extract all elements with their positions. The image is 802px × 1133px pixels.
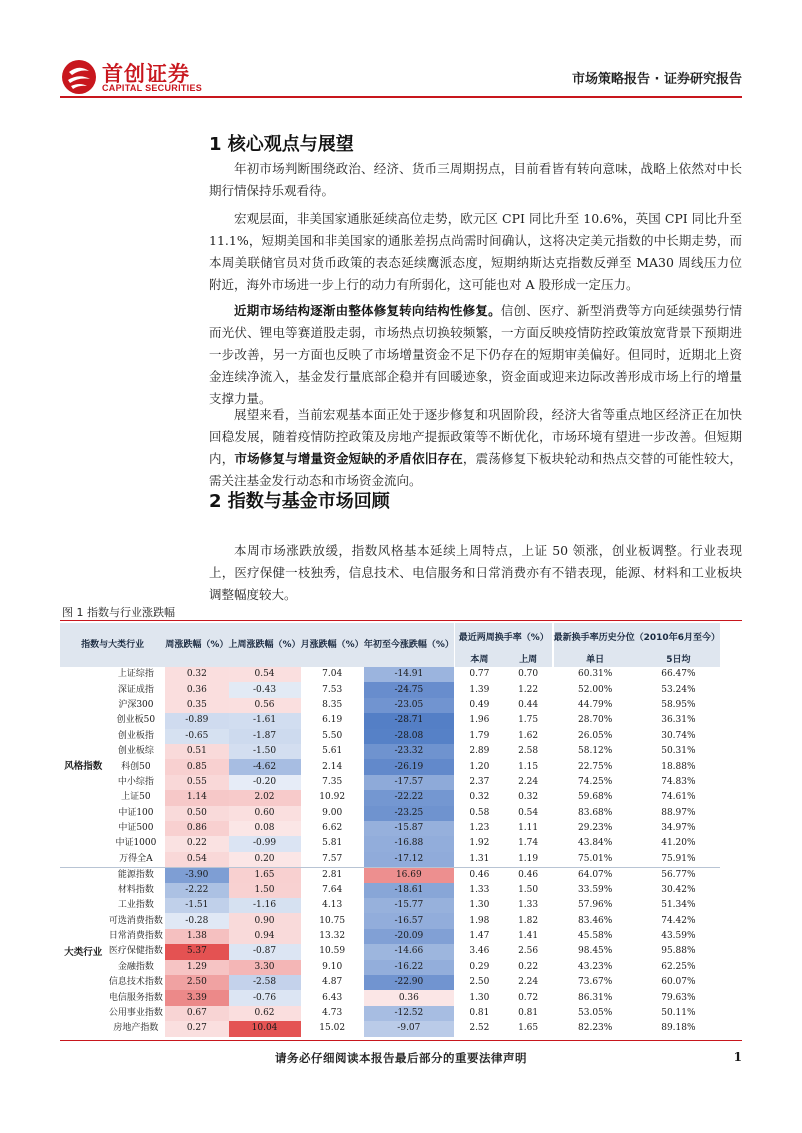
logo-chinese-name: 首创证券 <box>102 62 190 86</box>
index-name-cell: 信息技术指数 <box>107 975 166 990</box>
index-name-cell: 中证500 <box>107 821 166 836</box>
week-change-cell: 5.37 <box>165 944 228 959</box>
week-change-cell: 1.29 <box>165 960 228 975</box>
table-row <box>60 975 720 990</box>
month-change-cell: 6.19 <box>322 715 343 726</box>
turnover-last-week-cell: 1.33 <box>518 900 539 911</box>
percentile-single-day-cell: 28.70% <box>578 715 613 726</box>
turnover-this-week-cell: 3.46 <box>469 946 490 957</box>
turnover-this-week-cell: 0.77 <box>469 669 490 680</box>
percentile-5day-avg-cell: 75.91% <box>661 853 696 864</box>
last-week-change-cell: 0.54 <box>229 667 301 682</box>
percentile-single-day-cell: 82.23% <box>578 1023 613 1034</box>
turnover-last-week-cell: 1.74 <box>518 838 539 849</box>
index-name-cell: 中证100 <box>107 806 166 821</box>
percentile-single-day-cell: 43.23% <box>578 961 613 972</box>
month-change-cell: 9.00 <box>322 807 343 818</box>
turnover-last-week-cell: 1.75 <box>518 715 539 726</box>
table-row <box>60 759 720 774</box>
last-week-change-cell: 1.50 <box>229 883 301 898</box>
turnover-this-week-cell: 1.98 <box>469 915 490 926</box>
month-change-cell: 8.35 <box>322 699 343 710</box>
percentile-single-day-cell: 60.31% <box>578 669 613 680</box>
turnover-last-week-cell: 0.54 <box>518 807 539 818</box>
month-change-cell: 10.59 <box>319 946 346 957</box>
header-week-change: 周涨跌幅（%） <box>165 623 228 667</box>
turnover-last-week-cell: 0.70 <box>518 669 539 680</box>
table-row <box>60 929 720 944</box>
table-row <box>60 790 720 805</box>
percentile-5day-avg-cell: 74.83% <box>661 776 696 787</box>
table-row <box>60 775 720 790</box>
percentile-5day-avg-cell: 79.63% <box>661 992 696 1003</box>
section-1-paragraph-3 <box>209 300 742 410</box>
turnover-this-week-cell: 0.29 <box>469 961 490 972</box>
index-name-cell: 金融指数 <box>107 960 166 975</box>
turnover-last-week-cell: 0.81 <box>518 1008 539 1018</box>
percentile-single-day-cell: 29.23% <box>578 823 613 834</box>
last-week-change-cell: 2.02 <box>229 790 301 805</box>
table-row <box>60 883 720 898</box>
table-row <box>60 852 720 868</box>
percentile-5day-avg-cell: 62.25% <box>661 961 696 972</box>
percentile-5day-avg-cell: 41.20% <box>661 838 696 849</box>
ytd-change-cell: -22.90 <box>364 975 454 990</box>
table-row <box>60 744 720 759</box>
index-name-cell: 房地产指数 <box>107 1021 166 1036</box>
turnover-this-week-cell: 1.23 <box>469 823 490 834</box>
week-change-cell: 0.54 <box>165 852 228 868</box>
turnover-this-week-cell: 0.81 <box>469 1008 490 1018</box>
week-change-cell: -2.22 <box>165 883 228 898</box>
percentile-single-day-cell: 86.31% <box>578 992 613 1003</box>
turnover-last-week-cell: 1.11 <box>518 823 539 834</box>
percentile-5day-avg-cell: 50.11% <box>661 1008 696 1018</box>
index-name-cell: 可选消费指数 <box>107 913 166 928</box>
percentile-single-day-cell: 45.58% <box>578 931 613 942</box>
index-name-cell: 上证50 <box>107 790 166 805</box>
table-row <box>60 913 720 928</box>
month-change-cell: 5.50 <box>322 730 343 741</box>
percentile-5day-avg-cell: 95.88% <box>661 946 696 957</box>
last-week-change-cell: 0.94 <box>229 929 301 944</box>
figure-divider <box>60 620 742 621</box>
section-2-paragraph-1: 本周市场涨跌放缓，指数风格基本延续上周特点，上证 50 领涨，创业板调整。行业表现上，医疗保健一枝独秀，信息技术、电信服务和日常消费亦有不错表现，能源、材料和工业板块调整幅度较大。 <box>209 543 742 602</box>
month-change-cell: 5.61 <box>322 746 343 757</box>
percentile-single-day-cell: 43.84% <box>578 838 613 849</box>
ytd-change-cell: -24.75 <box>364 682 454 697</box>
week-change-cell: 0.50 <box>165 806 228 821</box>
section-1-title: 1 核心观点与展望 <box>209 134 354 155</box>
percentile-5day-avg-cell: 56.77% <box>637 867 720 883</box>
page-header <box>60 56 742 96</box>
month-change-cell: 2.14 <box>322 761 343 772</box>
ytd-change-cell: 16.69 <box>364 867 454 883</box>
last-week-change-cell: -4.62 <box>229 759 301 774</box>
ytd-change-cell: -16.88 <box>364 836 454 851</box>
table-row <box>60 729 720 744</box>
percentile-single-day-cell: 59.68% <box>578 792 613 803</box>
group-label: 大类行业 <box>60 867 107 1036</box>
table-row <box>60 1006 720 1021</box>
turnover-last-week-cell: 1.22 <box>518 684 539 695</box>
ytd-change-cell: -15.77 <box>364 898 454 913</box>
turnover-last-week-cell: 0.72 <box>518 992 539 1003</box>
last-week-change-cell: 0.08 <box>229 821 301 836</box>
percentile-5day-avg-cell: 51.34% <box>661 900 696 911</box>
month-change-cell: 4.13 <box>322 900 343 911</box>
turnover-last-week-cell: 0.44 <box>518 699 539 710</box>
table-row <box>60 713 720 728</box>
turnover-this-week-cell: 1.79 <box>469 730 490 741</box>
ytd-change-cell: -15.87 <box>364 821 454 836</box>
percentile-single-day-cell: 22.75% <box>578 761 613 772</box>
last-week-change-cell: -2.58 <box>229 975 301 990</box>
paragraph-4-tail: ，震荡修复下板块轮动和热点交替的可能性较大，需关注基金发行动态和市场资金流向。 <box>209 451 742 488</box>
percentile-single-day-cell: 75.01% <box>578 853 613 864</box>
turnover-last-week-cell: 2.24 <box>518 977 539 988</box>
turnover-last-week-cell: 2.24 <box>518 776 539 787</box>
index-name-cell: 上证综指 <box>107 667 166 682</box>
ytd-change-cell: -23.25 <box>364 806 454 821</box>
percentile-5day-avg-cell: 50.31% <box>661 746 696 757</box>
legal-notice: 请务必仔细阅读本报告最后部分的重要法律声明 <box>275 1051 527 1065</box>
month-change-cell: 10.75 <box>319 915 346 926</box>
table-row <box>60 944 720 959</box>
table-row <box>60 867 720 883</box>
last-week-change-cell: -0.99 <box>229 836 301 851</box>
turnover-last-week-cell: 1.41 <box>518 931 539 942</box>
index-name-cell: 材料指数 <box>107 883 166 898</box>
turnover-this-week-cell: 1.20 <box>469 761 490 772</box>
turnover-last-week-cell: 1.15 <box>518 761 539 772</box>
header-turnover: 最近两周换手率（%） <box>455 623 552 653</box>
capital-securities-logo-icon <box>60 58 98 96</box>
table-row <box>60 682 720 697</box>
month-change-cell: 5.81 <box>322 838 343 849</box>
last-week-change-cell: -0.76 <box>229 990 301 1005</box>
week-change-cell: 1.14 <box>165 790 228 805</box>
percentile-single-day-cell: 26.05% <box>578 730 613 741</box>
index-name-cell: 电信服务指数 <box>107 990 166 1005</box>
week-change-cell: 0.85 <box>165 759 228 774</box>
percentile-single-day-cell: 57.96% <box>578 900 613 911</box>
index-name-cell: 日常消费指数 <box>107 929 166 944</box>
turnover-this-week-cell: 2.52 <box>469 1023 490 1034</box>
turnover-this-week-cell: 1.30 <box>469 992 490 1003</box>
week-change-cell: -1.51 <box>165 898 228 913</box>
report-type: 市场策略报告 · 证券研究报告 <box>572 72 742 87</box>
month-change-cell: 6.43 <box>322 992 343 1003</box>
table-row <box>60 821 720 836</box>
table-row <box>60 1021 720 1036</box>
week-change-cell: 0.55 <box>165 775 228 790</box>
percentile-single-day-cell: 53.05% <box>578 1008 613 1018</box>
section-1-paragraph-1: 年初市场判断围绕政治、经济、货币三周期拐点，目前看皆有转向意味，战略上依然对中长期行情保持乐观看待。 <box>209 161 742 198</box>
percentile-5day-avg-cell: 36.31% <box>661 715 696 726</box>
percentile-5day-avg-cell: 18.88% <box>661 761 696 772</box>
ytd-change-cell: -12.52 <box>364 1006 454 1021</box>
index-name-cell: 万得全A <box>107 852 166 868</box>
turnover-last-week-cell: 2.58 <box>518 746 539 757</box>
percentile-single-day-cell: 74.25% <box>578 776 613 787</box>
header-turnover-percentile: 最新换手率历史分位（2010年6月至今） <box>554 623 720 653</box>
month-change-cell: 7.04 <box>322 669 343 680</box>
ytd-change-cell: -23.05 <box>364 698 454 713</box>
percentile-single-day-cell: 33.59% <box>578 884 613 895</box>
index-name-cell: 公用事业指数 <box>107 1006 166 1021</box>
index-industry-table <box>60 623 720 1037</box>
section-2-title: 2 指数与基金市场回顾 <box>209 491 390 512</box>
last-week-change-cell: 3.30 <box>229 960 301 975</box>
turnover-this-week-cell: 0.49 <box>469 699 490 710</box>
header-divider <box>60 96 742 98</box>
month-change-cell: 15.02 <box>319 1023 346 1034</box>
index-name-cell: 工业指数 <box>107 898 166 913</box>
month-change-cell: 7.35 <box>322 776 343 787</box>
turnover-last-week-cell: 0.22 <box>518 961 539 972</box>
paragraph-4-highlight: 市场修复与增量资金短缺的矛盾依旧存在 <box>234 451 463 466</box>
ytd-change-cell: -16.22 <box>364 960 454 975</box>
month-change-cell: 13.32 <box>319 931 346 942</box>
turnover-last-week-cell: 0.32 <box>518 792 539 803</box>
turnover-this-week-cell: 0.46 <box>455 867 504 883</box>
index-name-cell: 深证成指 <box>107 682 166 697</box>
percentile-single-day-cell: 98.45% <box>578 946 613 957</box>
turnover-this-week-cell: 1.30 <box>469 900 490 911</box>
section-1-paragraph-4 <box>209 404 742 492</box>
last-week-change-cell: 1.65 <box>229 867 301 883</box>
week-change-cell: -0.28 <box>165 913 228 928</box>
ytd-change-cell: -9.07 <box>364 1021 454 1036</box>
last-week-change-cell: -1.50 <box>229 744 301 759</box>
week-change-cell: 0.32 <box>165 667 228 682</box>
last-week-change-cell: -0.87 <box>229 944 301 959</box>
ytd-change-cell: -14.66 <box>364 944 454 959</box>
turnover-last-week-cell: 1.19 <box>518 853 539 864</box>
header-5day-avg: 5日均 <box>637 653 720 667</box>
paragraph-3-highlight: 近期市场结构逐渐由整体修复转向结构性修复。 <box>234 303 501 318</box>
logo-english-name: CAPITAL SECURITIES <box>102 83 203 93</box>
figure-title: 图 1 指数与行业涨跌幅 <box>62 606 175 619</box>
turnover-last-week-cell: 2.56 <box>518 946 539 957</box>
table-row <box>60 667 720 682</box>
percentile-5day-avg-cell: 30.74% <box>661 730 696 741</box>
percentile-5day-avg-cell: 74.61% <box>661 792 696 803</box>
percentile-5day-avg-cell: 30.42% <box>661 884 696 895</box>
percentile-5day-avg-cell: 88.97% <box>661 807 696 818</box>
header-single-day: 单日 <box>554 653 637 667</box>
turnover-last-week-cell: 1.50 <box>518 884 539 895</box>
turnover-this-week-cell: 0.58 <box>469 807 490 818</box>
last-week-change-cell: 0.56 <box>229 698 301 713</box>
last-week-change-cell: 10.04 <box>229 1021 301 1036</box>
index-name-cell: 创业板指 <box>107 729 166 744</box>
ytd-change-cell: -28.71 <box>364 713 454 728</box>
week-change-cell: 2.50 <box>165 975 228 990</box>
turnover-this-week-cell: 0.32 <box>469 792 490 803</box>
page-number: 1 <box>733 1050 742 1064</box>
percentile-5day-avg-cell: 43.59% <box>661 931 696 942</box>
index-name-cell: 创业板综 <box>107 744 166 759</box>
percentile-single-day-cell: 44.79% <box>578 699 613 710</box>
index-name-cell: 科创50 <box>107 759 166 774</box>
turnover-this-week-cell: 1.33 <box>469 884 490 895</box>
percentile-5day-avg-cell: 60.07% <box>661 977 696 988</box>
month-change-cell: 10.92 <box>319 792 346 803</box>
table-row <box>60 836 720 851</box>
index-name-cell: 创业板50 <box>107 713 166 728</box>
table-row <box>60 698 720 713</box>
last-week-change-cell: 0.62 <box>229 1006 301 1021</box>
percentile-single-day-cell: 52.00% <box>578 684 613 695</box>
index-name-cell: 医疗保健指数 <box>107 944 166 959</box>
percentile-5day-avg-cell: 74.42% <box>661 915 696 926</box>
last-week-change-cell: -0.43 <box>229 682 301 697</box>
week-change-cell: 3.39 <box>165 990 228 1005</box>
header-last-week: 上周 <box>504 653 553 667</box>
header-month-change: 月涨跌幅（%） <box>301 623 364 667</box>
header-this-week: 本周 <box>455 653 504 667</box>
ytd-change-cell: -23.32 <box>364 744 454 759</box>
turnover-last-week-cell: 0.46 <box>504 867 553 883</box>
index-name-cell: 中证1000 <box>107 836 166 851</box>
last-week-change-cell: 0.60 <box>229 806 301 821</box>
week-change-cell: 0.67 <box>165 1006 228 1021</box>
table-row <box>60 990 720 1005</box>
turnover-this-week-cell: 1.31 <box>469 853 490 864</box>
week-change-cell: 1.38 <box>165 929 228 944</box>
ytd-change-cell: -14.91 <box>364 667 454 682</box>
ytd-change-cell: -16.57 <box>364 913 454 928</box>
last-week-change-cell: -0.20 <box>229 775 301 790</box>
ytd-change-cell: -22.22 <box>364 790 454 805</box>
week-change-cell: 0.86 <box>165 821 228 836</box>
turnover-this-week-cell: 1.92 <box>469 838 490 849</box>
percentile-5day-avg-cell: 53.24% <box>661 684 696 695</box>
turnover-this-week-cell: 1.39 <box>469 684 490 695</box>
percentile-single-day-cell: 83.46% <box>578 915 613 926</box>
header-last-week-change: 上周涨跌幅（%） <box>229 623 301 667</box>
turnover-this-week-cell: 2.89 <box>469 746 490 757</box>
week-change-cell: 0.22 <box>165 836 228 851</box>
week-change-cell: -3.90 <box>165 867 228 883</box>
percentile-single-day-cell: 83.68% <box>578 807 613 818</box>
last-week-change-cell: 0.20 <box>229 852 301 868</box>
percentile-single-day-cell: 58.12% <box>578 746 613 757</box>
last-week-change-cell: -1.61 <box>229 713 301 728</box>
turnover-this-week-cell: 1.47 <box>469 931 490 942</box>
percentile-5day-avg-cell: 66.47% <box>661 669 696 680</box>
percentile-single-day-cell: 64.07% <box>554 867 637 883</box>
table-body <box>60 667 720 1037</box>
turnover-last-week-cell: 1.82 <box>518 915 539 926</box>
index-name-cell: 能源指数 <box>107 867 166 883</box>
group-label: 风格指数 <box>60 667 107 867</box>
turnover-this-week-cell: 1.96 <box>469 715 490 726</box>
ytd-change-cell: -28.08 <box>364 729 454 744</box>
turnover-last-week-cell: 1.65 <box>518 1023 539 1034</box>
week-change-cell: 0.51 <box>165 744 228 759</box>
percentile-5day-avg-cell: 58.95% <box>661 699 696 710</box>
paragraph-3-body: 信创、医疗、新型消费等方向延续强势行情而光伏、锂电等赛道股走弱，市场热点切换较频繁，一方面反映疫情防控政策放宽背景下预期进一步改善，另一方面也反映了市场增量资金不足下仍存在的短期审美偏好。但同时，近期北上资金连续净流入，基金发行量底部企稳并有回暖迹象，资金面或迎来边际改善形成市场上行的增量支撑力量。 <box>209 303 742 406</box>
ytd-change-cell: -18.61 <box>364 883 454 898</box>
table-row <box>60 806 720 821</box>
week-change-cell: -0.65 <box>165 729 228 744</box>
turnover-this-week-cell: 2.50 <box>469 977 490 988</box>
month-change-cell: 7.53 <box>322 684 343 695</box>
last-week-change-cell: -1.16 <box>229 898 301 913</box>
week-change-cell: 0.36 <box>165 682 228 697</box>
month-change-cell: 6.62 <box>322 823 343 834</box>
ytd-change-cell: -17.57 <box>364 775 454 790</box>
ytd-change-cell: -20.09 <box>364 929 454 944</box>
table-row <box>60 898 720 913</box>
month-change-cell: 2.81 <box>301 867 364 883</box>
month-change-cell: 9.10 <box>322 961 343 972</box>
percentile-5day-avg-cell: 89.18% <box>661 1023 696 1034</box>
footer-divider <box>60 1040 742 1041</box>
week-change-cell: -0.89 <box>165 713 228 728</box>
month-change-cell: 4.73 <box>322 1008 343 1018</box>
month-change-cell: 7.57 <box>322 853 343 864</box>
percentile-single-day-cell: 73.67% <box>578 977 613 988</box>
turnover-last-week-cell: 1.62 <box>518 730 539 741</box>
ytd-change-cell: -26.19 <box>364 759 454 774</box>
week-change-cell: 0.35 <box>165 698 228 713</box>
index-name-cell: 沪深300 <box>107 698 166 713</box>
paragraph-4-lead: 展望来看，当前宏观基本面正处于逐步修复和巩固阶段，经济大省等重点地区经济正在加快回稳发展，随着疫情防控政策及房地产提振政策等不断优化，市场环境有望进一步改善。但短期内， <box>209 407 742 466</box>
table-row <box>60 960 720 975</box>
percentile-5day-avg-cell: 34.97% <box>661 823 696 834</box>
header-ytd-change: 年初至今涨跌幅（%） <box>364 623 454 667</box>
last-week-change-cell: -1.87 <box>229 729 301 744</box>
week-change-cell: 0.27 <box>165 1021 228 1036</box>
month-change-cell: 7.64 <box>322 884 343 895</box>
month-change-cell: 4.87 <box>322 977 343 988</box>
index-name-cell: 中小综指 <box>107 775 166 790</box>
last-week-change-cell: 0.90 <box>229 913 301 928</box>
turnover-this-week-cell: 2.37 <box>469 776 490 787</box>
section-1-paragraph-2: 宏观层面，非美国家通胀延续高位走势，欧元区 CPI 同比升至 10.6%，英国 CPI 同比升至 11.1%，短期美国和非美国家的通胀差拐点尚需时间确认，这将决定美元指数的中长期走势，而本周美联储官员对货币政策的表态延续鹰派态度，短期纳斯达克指数反弹至 MA30 周线压力位附近，海外市场进一步上行的动力有所弱化，这可能也对 A 股形成一定压力。 <box>209 211 742 292</box>
ytd-change-cell: -17.12 <box>364 852 454 868</box>
ytd-change-cell: 0.36 <box>364 990 454 1005</box>
header-index-industry: 指数与大类行业 <box>60 623 165 667</box>
